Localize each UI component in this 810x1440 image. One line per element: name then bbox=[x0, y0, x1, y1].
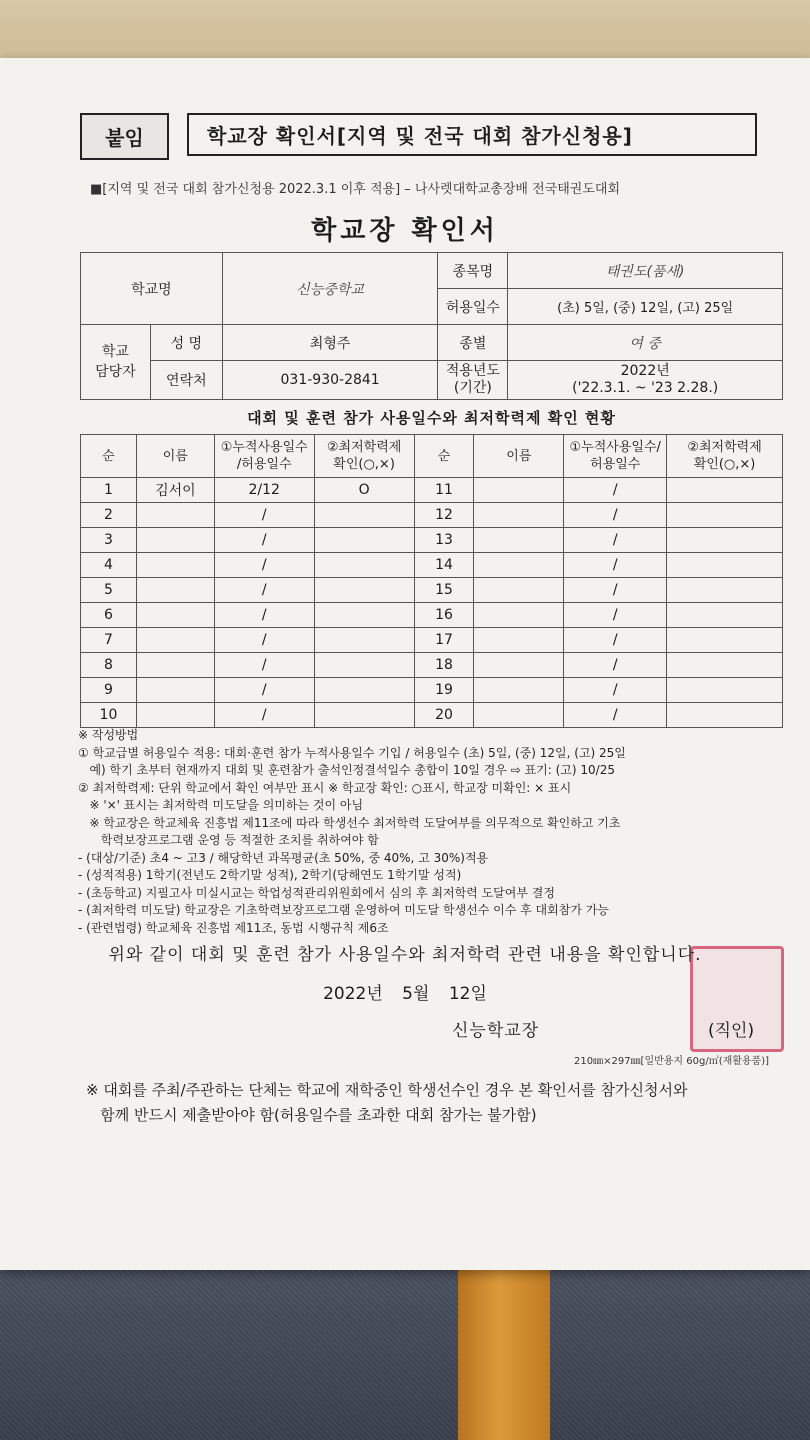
header-academic: ②최저학력제 확인(○,×) bbox=[314, 435, 414, 478]
manager-label: 학교 담당자 bbox=[81, 325, 151, 400]
academic-check-right bbox=[667, 578, 783, 603]
allowed-days-label: 허용일수 bbox=[438, 289, 508, 325]
days-used: / bbox=[214, 553, 314, 578]
roster-row bbox=[81, 503, 783, 528]
year-value: 2022년 ('22.3.1. ~ '23 2.28.) bbox=[508, 361, 783, 400]
event-label: 종목명 bbox=[438, 253, 508, 289]
student-name bbox=[136, 678, 214, 703]
roster-row bbox=[81, 678, 783, 703]
academic-check-right bbox=[667, 653, 783, 678]
student-name-right bbox=[474, 578, 564, 603]
manager-name-value: 최형주 bbox=[222, 325, 438, 361]
contact-value: 031-930-2841 bbox=[222, 361, 438, 400]
row-number: 10 bbox=[81, 703, 137, 728]
days-used: / bbox=[214, 603, 314, 628]
student-name-right bbox=[474, 553, 564, 578]
seal-label: (직인) bbox=[708, 1021, 755, 1041]
days-used: / bbox=[214, 653, 314, 678]
student-name bbox=[136, 628, 214, 653]
student-name-right bbox=[474, 603, 564, 628]
row-number: 6 bbox=[81, 603, 137, 628]
academic-check: O bbox=[314, 478, 414, 503]
academic-check bbox=[314, 528, 414, 553]
principal-signature: 신능학교장 bbox=[452, 1021, 540, 1041]
student-name bbox=[136, 553, 214, 578]
header-academic-right: ②최저학력제 확인(○,×) bbox=[667, 435, 783, 478]
writing-instructions bbox=[78, 727, 778, 937]
academic-check-right bbox=[667, 503, 783, 528]
row-number-right: 19 bbox=[414, 678, 474, 703]
roster-row bbox=[81, 628, 783, 653]
roster-title: 대회 및 훈련 참가 사용일수와 최저학력제 확인 현황 bbox=[247, 408, 616, 427]
row-number-right: 15 bbox=[414, 578, 474, 603]
school-info-table bbox=[80, 252, 783, 400]
roster-table bbox=[80, 434, 783, 728]
days-used-right: / bbox=[564, 628, 667, 653]
footer-line: ※ 대회를 주최/주관하는 단체는 학교에 재학중인 학생선수인 경우 본 확인서를 참가신청서와 bbox=[86, 1081, 688, 1099]
header-name-right: 이름 bbox=[474, 435, 564, 478]
student-name-right bbox=[474, 528, 564, 553]
table-surface bbox=[0, 1268, 810, 1440]
row-number: 2 bbox=[81, 503, 137, 528]
days-used-right: / bbox=[564, 503, 667, 528]
instruction-line: - (최저학력 미도달) 학교장은 기초학력보장프로그램 운영하여 미도달 학생선수 이수 후 대회참가 가능 bbox=[78, 903, 609, 917]
academic-check bbox=[314, 703, 414, 728]
academic-check bbox=[314, 678, 414, 703]
student-name bbox=[136, 703, 214, 728]
roster-row bbox=[81, 578, 783, 603]
row-number: 5 bbox=[81, 578, 137, 603]
academic-check-right bbox=[667, 553, 783, 578]
row-number: 9 bbox=[81, 678, 137, 703]
student-name bbox=[136, 503, 214, 528]
contact-label: 연락처 bbox=[150, 361, 222, 400]
academic-check-right bbox=[667, 628, 783, 653]
instruction-line: - (성적적용) 1학기(전년도 2학기말 성적), 2학기(당해연도 1학기말 성적) bbox=[78, 868, 462, 882]
row-number-right: 11 bbox=[414, 478, 474, 503]
roster-row bbox=[81, 553, 783, 578]
row-number: 8 bbox=[81, 653, 137, 678]
form-title-box: 학교장 확인서[지역 및 전국 대회 참가신청용] bbox=[187, 113, 757, 156]
days-used-right: / bbox=[564, 528, 667, 553]
row-number: 1 bbox=[81, 478, 137, 503]
attachment-badge: 붙임 bbox=[80, 113, 169, 160]
row-number-right: 12 bbox=[414, 503, 474, 528]
roster-row bbox=[81, 478, 783, 503]
row-number-right: 18 bbox=[414, 653, 474, 678]
academic-check-right bbox=[667, 528, 783, 553]
days-used-right: / bbox=[564, 478, 667, 503]
footer-line: 함께 반드시 제출받아야 함(허용일수를 초과한 대회 참가는 불가함) bbox=[86, 1106, 537, 1124]
days-used-right: / bbox=[564, 678, 667, 703]
academic-check bbox=[314, 503, 414, 528]
student-name-right bbox=[474, 503, 564, 528]
event-value: 태권도(품새) bbox=[508, 253, 783, 289]
row-number-right: 13 bbox=[414, 528, 474, 553]
instruction-line: ※ 작성방법 bbox=[78, 728, 139, 742]
student-name bbox=[136, 603, 214, 628]
row-number-right: 17 bbox=[414, 628, 474, 653]
student-name-right bbox=[474, 703, 564, 728]
row-number: 3 bbox=[81, 528, 137, 553]
document-title: 학교장 확인서 bbox=[311, 216, 499, 246]
applies-line: ■[지역 및 전국 대회 참가신청용 2022.3.1 이후 적용] – 나사렛대학교총장배 전국태권도대회 bbox=[90, 182, 620, 197]
days-used-right: / bbox=[564, 553, 667, 578]
student-name-right bbox=[474, 653, 564, 678]
instruction-line: - (초등학교) 지필고사 미실시교는 학업성적관리위원회에서 심의 후 최저학력 도달여부 결정 bbox=[78, 885, 555, 900]
academic-check bbox=[314, 603, 414, 628]
student-name-right bbox=[474, 478, 564, 503]
days-used: / bbox=[214, 528, 314, 553]
roster-row bbox=[81, 703, 783, 728]
student-name-right bbox=[474, 678, 564, 703]
category-label: 종별 bbox=[438, 325, 508, 361]
academic-check-right bbox=[667, 703, 783, 728]
roster-row bbox=[81, 528, 783, 553]
academic-check bbox=[314, 553, 414, 578]
row-number-right: 20 bbox=[414, 703, 474, 728]
student-name: 김서이 bbox=[136, 478, 214, 503]
days-used-right: / bbox=[564, 603, 667, 628]
allowed-days-value: (초) 5일, (중) 12일, (고) 25일 bbox=[508, 289, 783, 325]
header-no-right: 순 bbox=[414, 435, 474, 478]
academic-check bbox=[314, 578, 414, 603]
row-number: 7 bbox=[81, 628, 137, 653]
student-name-right bbox=[474, 628, 564, 653]
manager-name-label: 성 명 bbox=[150, 325, 222, 361]
instruction-line: - (대상/기준) 초4 ~ 고3 / 해당학년 과목평균(초 50%, 중 40%, 고 30%)적용 bbox=[78, 850, 489, 865]
days-used: / bbox=[214, 678, 314, 703]
student-name bbox=[136, 528, 214, 553]
row-number-right: 16 bbox=[414, 603, 474, 628]
roster-row bbox=[81, 653, 783, 678]
instruction-line: ※ 학교장은 학교체육 진흥법 제11조에 따라 학생선수 최저학력 도달여부를 의무적으로 확인하고 기초 bbox=[78, 815, 621, 830]
days-used: / bbox=[214, 628, 314, 653]
instruction-line: ※ '×' 표시는 최저학력 미도달을 의미하는 것이 아님 bbox=[78, 798, 364, 812]
days-used-right: / bbox=[564, 578, 667, 603]
days-used: / bbox=[214, 578, 314, 603]
days-used: 2/12 bbox=[214, 478, 314, 503]
row-number-right: 14 bbox=[414, 553, 474, 578]
student-name bbox=[136, 653, 214, 678]
instruction-line: ① 학교급별 허용일수 적용: 대회·훈련 참가 누적사용일수 기입 / 허용일수 (초) 5일, (중) 12일, (고) 25일 bbox=[78, 745, 626, 760]
year-label: 적용년도 (기간) bbox=[438, 361, 508, 400]
row-number: 4 bbox=[81, 553, 137, 578]
academic-check-right bbox=[667, 478, 783, 503]
footer-note bbox=[86, 1078, 766, 1128]
bookmark-ribbon bbox=[458, 1262, 550, 1440]
days-used: / bbox=[214, 703, 314, 728]
days-used-right: / bbox=[564, 653, 667, 678]
header-no: 순 bbox=[81, 435, 137, 478]
academic-check-right bbox=[667, 678, 783, 703]
days-used-right: / bbox=[564, 703, 667, 728]
header-days-right: ①누적사용일수/ 허용일수 bbox=[564, 435, 667, 478]
issue-date: 2022년 5월 12일 bbox=[323, 984, 487, 1004]
instruction-line: - (관련법령) 학교체육 진흥법 제11조, 동법 시행규칙 제6조 bbox=[78, 920, 389, 935]
instruction-line: 학력보장프로그램 운영 등 적절한 조치를 취하여야 함 bbox=[78, 833, 379, 847]
roster-body bbox=[81, 478, 783, 728]
academic-check bbox=[314, 628, 414, 653]
days-used: / bbox=[214, 503, 314, 528]
instruction-line: 예) 학기 초부터 현재까지 대회 및 훈련참가 출석인정결석일수 총합이 10일 경우 ⇨ 표기: (고) 10/25 bbox=[78, 763, 615, 777]
school-name-label: 학교명 bbox=[81, 253, 223, 325]
header-days: ①누적사용일수 /허용일수 bbox=[214, 435, 314, 478]
paper-spec: 210㎜×297㎜[일반용지 60g/㎡(재활용품)] bbox=[574, 1056, 770, 1067]
instruction-line: ② 최저학력제: 단위 학교에서 확인 여부만 표시 ※ 학교장 확인: ○표시, 학교장 미확인: × 표시 bbox=[78, 780, 572, 795]
student-name bbox=[136, 578, 214, 603]
confirmation-statement: 위와 같이 대회 및 훈련 참가 사용일수와 최저학력 관련 내용을 확인합니다. bbox=[108, 945, 702, 965]
header-name: 이름 bbox=[136, 435, 214, 478]
academic-check bbox=[314, 653, 414, 678]
academic-check-right bbox=[667, 603, 783, 628]
school-name-value: 신능중학교 bbox=[222, 253, 438, 325]
category-value: 여 중 bbox=[508, 325, 783, 361]
roster-row bbox=[81, 603, 783, 628]
